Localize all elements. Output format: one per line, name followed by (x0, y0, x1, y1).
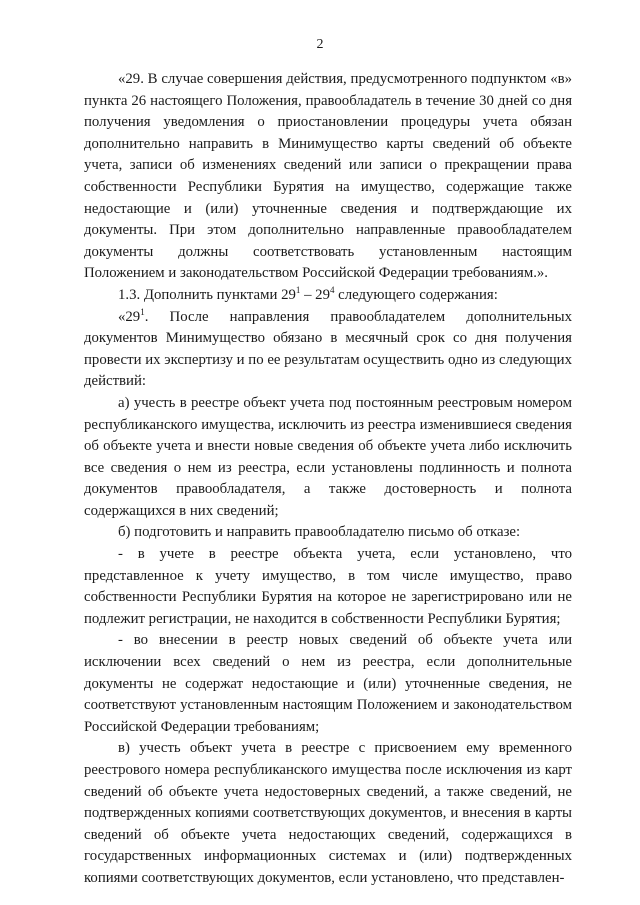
page-number: 2 (316, 37, 324, 52)
paragraph-1-3-text: – 29 (300, 286, 330, 303)
superscript: 4 (329, 285, 335, 296)
item-a: а) учесть в реестре объект учета под постоянным реестровым номером республиканского имущества, исключить из реестра изменившиеся сведения об объекте учета и внести новые сведения об объекте учета либо исключить все сведения о нем из реестра, если установлены подлинность и полнота документов правообладателя, а также достоверность и полнота содержащихся в них сведений; (84, 394, 572, 519)
paragraph-29: «29. В случае совершения действия, предусмотренного подпунктом «в» пункта 26 настоящего Положения, правообладатель в течение 30 дней со дня получения уведомления о приостановлении процедуры учета обязан дополнительно направить в Минимущество карты сведений об объекте учета, записи об изменениях сведений или записи о прекращении права собственности Республики Бурятия на имущество, содержащие также недостающие и (или) уточненные сведения и подтверждающие их документы. При этом дополнительно направленные правообладателем документы должны соответствовать установленным настоящим Положением и законодательством Российской Федерации требованиям.». (84, 71, 572, 282)
paragraph-1-3-text: следующего содержания: (334, 286, 498, 303)
item-v: в) учесть объект учета в реестре с присвоением ему временного реестрового номера республиканского имущества после исключения из карт сведений об объекте учета недостоверных сведений, а также сведений, не подтвержденных копиями соответствующих документов, и внесения в карты сведений об объекте учета недостающих сведений, содержащихся в государственных информационных системах и (или) подтвержденных копиями соответствующих документов, если установлено, что представлен- (84, 740, 572, 886)
superscript: 1 (295, 285, 301, 296)
item-b: б) подготовить и направить правообладателю письмо об отказе: (118, 524, 521, 541)
paragraph-1-3-text: 1.3. Дополнить пунктами 29 (118, 286, 296, 303)
item-b-dash-1: - в учете в реестре объекта учета, если установлено, что представленное к учету имущество, в том числе имущество, право собственности Республики Бурятия на которое не зарегистрировано или не подлежит регистрации, не находится в собственности Республики Бурятия; (84, 546, 572, 627)
item-b-dash-2: - во внесении в реестр новых сведений об объекте учета или исключении всех сведений о нем из реестра, если дополнительные документы не содержат недостающие и (или) уточненные сведения, не соответствуют установленным настоящим Положением и законодательством Российской Федерации требованиям; (84, 632, 572, 735)
paragraph-1-3 (84, 285, 572, 307)
paragraph-29-1 (84, 307, 572, 393)
superscript: 1 (140, 306, 145, 317)
paragraph-29-1-text: . После направления правообладателем дополнительных документов Минимущество обязано в месячный срок со дня получения провести их экспертизу и по ее результатам осуществить одно из следующих действий: (84, 308, 572, 390)
paragraph-29-1-text: «29 (118, 308, 141, 325)
document-body (84, 69, 572, 890)
